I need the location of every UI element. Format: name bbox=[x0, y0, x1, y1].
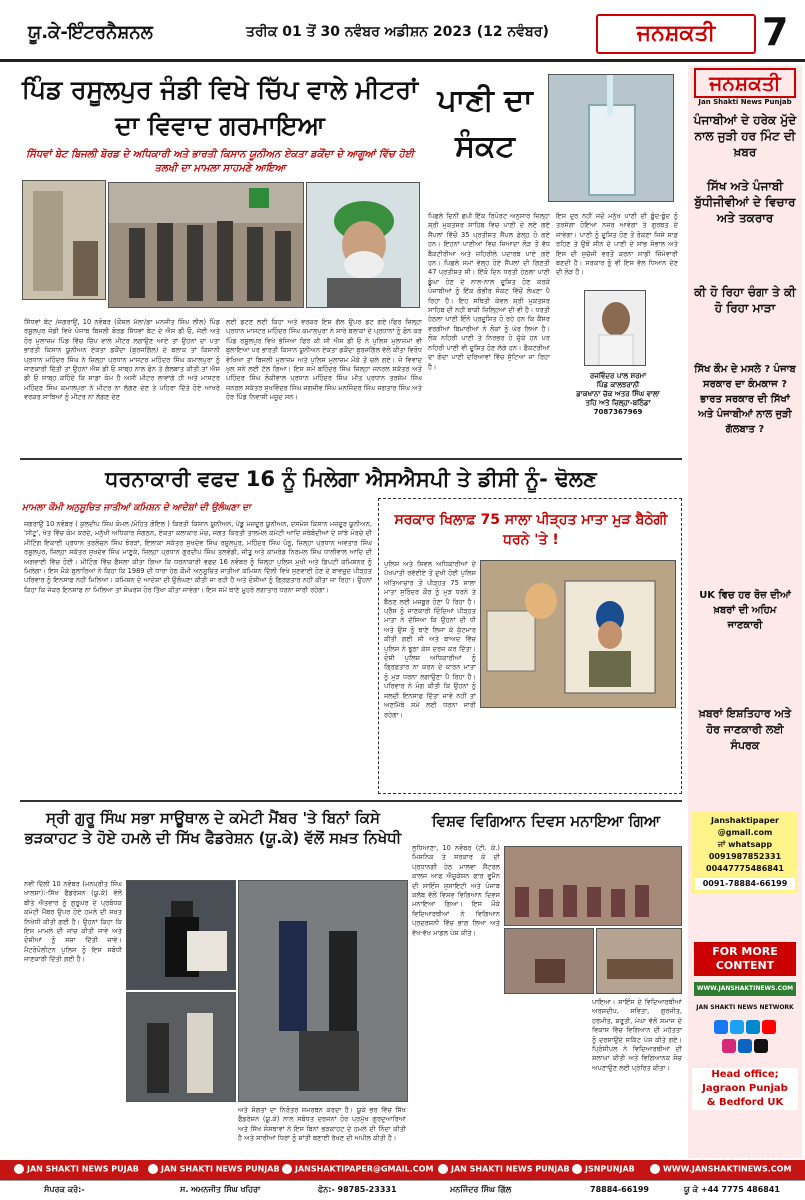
sidebar-tagline-1: ਪੰਜਾਬੀਆਂ ਦੇ ਹਰੇਕ ਮੁੱਦੇ ਨਾਲ ਜੁੜੀ ਹਰ ਮਿੰਟ ਦੀ ਖ਼ਬਰ bbox=[693, 113, 797, 159]
article4-photo bbox=[480, 560, 676, 708]
sidebar-tagline-3: ਕੀ ਹੋ ਰਿਹਾ ਚੰਗਾ ਤੇ ਕੀ ਹੋ ਰਿਹਾ ਮਾੜਾ bbox=[694, 285, 796, 315]
sidebar-tagline-2: ਸਿੱਖ ਅਤੇ ਪੰਜਾਬੀ ਬੁੱਧੀਜੀਵੀਆਂ ਦੇ ਵਿਚਾਰ ਅਤੇ ਤਕਰਾਰ bbox=[694, 179, 796, 225]
instagram-icon[interactable] bbox=[722, 1039, 736, 1053]
article1-photo-group bbox=[108, 182, 304, 308]
sidebar-logo: ਜਨਸ਼ਕਤੀ bbox=[694, 68, 796, 98]
article5-photo-1 bbox=[126, 880, 236, 990]
linkedin-icon[interactable] bbox=[738, 1039, 752, 1053]
article4-headline: ਸਰਕਾਰ ਖਿਲਾਫ਼ 75 ਸਾਲਾ ਪੀੜ੍ਹਤ ਮਾਤਾ ਮੁੜ ਬੈਠੇਗੀ ਧਰਨੇ 'ਤੇ ! bbox=[394, 512, 668, 548]
article2-body-col2: ਇਸ ਦੁਰ ਨਹੀਂ ਜਦੋਂ ਮਨੁੱਖ ਪਾਣੀ ਦੀ ਬੂੰਦ-ਬੂੰਦ ਨੂੰ ਤਰਸੇਗਾ ਹੋਇਆ ਨਜ਼ਰ ਆਵੇਗਾ ਤੇ ਗੁਰਬਤ ਦੇ ਜਾਵੇਗਾ। ਪਾਣੀ ਨੂੰ ਦੂਸ਼ਿਤ ਹੋਣ ਤੋਂ ਰੋਕਣਾ ਜਿਸੇ ਸਾਫ਼ ਰਹਿਣ ਤੇ ਉਥੋਂ ਸੀਨ ਦੇ ਪਾਣੀ ਦੇ ਸਾਂਭ ਸੰਭਾਲ ਅਤੇ ਇਸ ਦੀ ਸੁਚੱਜੀ ਵਰਤੋਂ ਕਰਨਾ ਸਾਡੀ ਜ਼ਿੰਮੇਵਾਰੀ ਬਣਦੀ ਹੈ। ਸਰਕਾਰ ਨੂੰ ਵੀ ਇਸ ਵੱਲ ਧਿਆਨ ਦੇਣ ਦੀ ਲੋੜ ਹੈ। bbox=[556, 212, 678, 276]
date-range: ਤਰੀਕ 01 ਤੋਂ 30 ਨਵੰਬਰ ਅਡੀਸ਼ਨ 2023 (12 ਨਵੰਬਰ) bbox=[246, 24, 549, 40]
footer-contact-label: ਸੰਪਰਕ ਕਰੋ:- bbox=[44, 1185, 85, 1194]
footer-twitter-label: JSNPUNJAB bbox=[585, 1164, 635, 1174]
sidebar-network: JAN SHAKTI NEWS NETWORK bbox=[696, 1004, 794, 1011]
footer-social-bar bbox=[0, 1160, 805, 1180]
article5-headline: ਸ੍ਰੀ ਗੁਰੂ ਸਿੰਘ ਸਭਾ ਸਾਊਥਾਲ ਦੇ ਕਮੇਟੀ ਮੈਂਬਰ 'ਤੇ ਬਿਨਾਂ ਕਿਸੇ ਭੜਕਾਹਟ ਤੇ ਹੋਏ ਹਮਲੇ ਦੀ ਸਿੱਖ ਫੈਡਰੇਸ਼ਨ (ਯੂ.ਕੇ) ਵੱਲੋਂ ਸਖ਼ਤ ਨਿਖੇਧੀ bbox=[24, 809, 402, 847]
article1-photo-leader bbox=[306, 182, 420, 308]
footer-facebook[interactable] bbox=[148, 1164, 280, 1174]
twitter-icon bbox=[572, 1164, 582, 1174]
water-glass-photo bbox=[548, 74, 674, 202]
sidebar-tagline-6: ਖ਼ਬਰਾਂ ਇਸ਼ਤਿਹਾਰ ਅਤੇ ਹੋਰ ਜਾਣਕਾਰੀ ਲਈ ਸੰਪਰਕ bbox=[698, 707, 792, 752]
footer-website-label: WWW.JANSHAKTINEWS.COM bbox=[663, 1164, 792, 1174]
footer-facebook-label: JAN SHAKTI NEWS PUNJAB bbox=[161, 1164, 280, 1174]
author-district: ਤਹਿ ਅਤੇ ਜ਼ਿਲ੍ਹਾ-ਬਠਿੰਡਾ bbox=[585, 399, 651, 407]
footer-youtube[interactable] bbox=[14, 1164, 139, 1174]
article2-headline: ਪਾਣੀ ਦਾ ਸੰਕਟ bbox=[437, 83, 533, 164]
article6-photo-3 bbox=[596, 928, 682, 994]
sidebar-logo-sub: Jan Shakti News Punjab bbox=[698, 98, 792, 106]
page-header bbox=[0, 0, 805, 62]
author-village: ਪਿੰਡ ਕਾਲਝਰਾਨੀ bbox=[596, 381, 640, 389]
article1-subhead: ਸਿੱਧਵਾਂ ਬੇਟ ਬਿਜਲੀ ਬੋਰਡ ਦੇ ਅਧਿਕਾਰੀ ਅਤੇ ਭਾਰਤੀ ਕਿਸਾਨ ਯੂਨੀਅਨ ਏਕਤਾ ਡਕੌਂਦਾ ਦੇ ਆਗੂਆਂ ਵਿੱਚ ਹੋਈ ਤਲਖੀ ਦਾ ਮਾਮਲਾ ਸਾਹਮਣੇ ਆਇਆ bbox=[26, 149, 414, 174]
article5-body-col2: ਅਤੇ ਸੰਗਤਾਂ ਦਾ ਨਿਰੰਤਰ ਸਮਰਥਨ ਕਰਦਾ ਹੈ। ਯੂਕੇ ਭਰ ਵਿੱਚ ਸਿੱਖ ਫੈਡਰੇਸ਼ਨ (ਯੂ.ਕੇ) ਨਾਲ ਸਬੰਧਤ ਦਰਜਨਾਂ ਹੋਰ ਪ੍ਰਮੁੱਖ ਗੁਰਦੁਆਰਿਆਂ ਅਤੇ ਸਿੱਖ ਸੰਸਥਾਵਾਂ ਨੇ ਇਸ ਬਿਨਾਂ ਭੜਕਾਹਟ ਦੇ ਹਮਲੇ ਦੀ ਨਿੰਦਾ ਕੀਤੀ ਹੈ ਅਤੇ ਸਾਰੀਆਂ ਧਿਰਾਂ ਨੂੰ ਸ਼ਾਂਤੀ ਬਣਾਈ ਰੱਖਣ ਦੀ ਅਪੀਲ ਕੀਤੀ ਹੈ। bbox=[238, 1106, 406, 1143]
sidebar-email[interactable]: Janshaktipaper @gmail.com bbox=[710, 816, 780, 837]
article5-photo-3 bbox=[238, 880, 408, 1102]
author-photo bbox=[584, 290, 646, 366]
article1-body-col2: ਲਈ ਡਟਣ ਲਈ ਕਿਹਾ ਅਤੇ ਵਰਕਰ ਇਸ ਗੱਲ ਉਪਰ ਡਟ ਗਏ।ਫਿਰ ਜ਼ਿਲ੍ਹਾ ਪ੍ਰਧਾਨ ਮਾਸਟਰ ਮਹਿੰਦਰ ਸਿੰਘ ਕਮਾਲਪੁਰਾ ਨੇ ਸਾਰੇ ਬਲਾਕਾਂ ਦੇ ਪ੍ਰਧਾਨਾਂ ਨੂੰ ਫੋਨ ਕਰ ਪਿੰਡ ਰਸੂਲਪੁਰ ਵਿਖੇ ਭੇਜਿਆ ਫਿਰ ਕੀ ਸੀ ਐਸ ਡੀ ਓ ਨੇ ਪੁਲਿਸ ਮੁਲਾਜ਼ਮਾਂ ਵੀ ਬੁਲਾਇਆ ਪਰ ਭਾਰਤੀ ਕਿਸਾਨ ਯੂਨੀਅਨ ਏਕਤਾ ਡਕੌਂਦਾ ਬੁਰਜਗਿੱਲ ਵੱਲੋਂ ਕੀਤਾ ਵਿਰੋਧ ਵੇਖਿਆ ਤਾਂ ਬਿਜਲੀ ਮੁਲਾਜ਼ਮ ਅਤੇ ਪੁਲਿਸ ਮੁਲਾਜ਼ਮ ਮੌਕੇ ਤੋਂ ਚਲੇ ਗਏ। ਜੋ ਵਿਵਾਦ ਖੁਲ ਸਨੇ ਲਈ ਟੱਲ ਗਿਆ। ਇਸ ਸਮੇਂ ਬਹਿੰਦਰ ਸਿੰਘ ਜ਼ਿਲ੍ਹਾ ਜਨਰਲ ਸਕੱਤਰ ਅਤੇ ਪਹਿੰਦਰ ਸਿੰਘ ਲੋਕੀਵਾਲ ਪ੍ਰਧਾਨ ਮਹਿੰਦਰ ਸਿੰਘ ਮੀਤ ਪ੍ਰਧਾਨ ਤਰਸੇਮ ਸਿੰਘ ਜਨਰਲ ਸਕੱਤਰ ਸੁਖਵਿੰਦਰ ਸਿੰਘ ਜਗਜੀਵ ਸਿੰਘ ਮਨਜਿੰਦਰ ਸਿੰਘ ਜਗਤਾਰ ਸਿੰਘ ਅਤੇ ਹੋਰ ਪਿੰਡ ਨਿਵਾਸੀ ਮਜੂਦ ਸਨ। bbox=[226, 318, 422, 402]
footer-website[interactable] bbox=[650, 1164, 791, 1174]
article5-body-col1: ਨਵੀਂ ਦਿੱਲੀ 10 ਨਵੰਬਰ (ਮਨਪ੍ਰੀਤ ਸਿੰਘ ਖਾਲਸਾ):-ਸਿੱਖ ਫੈਡਰੇਸ਼ਨ (ਯੂ.ਕੇ) ਵੱਲੋਂ ਬੀਤੇ ਐਤਵਾਰ ਨੂੰ ਗੁਰੂਘਰ ਦੇ ਪ੍ਰਬੰਧਕ ਕਮੇਟੀ ਮੈਂਬਰ ਉਪਰ ਹੋਏ ਹਮਲੇ ਦੀ ਸਖ਼ਤ ਨਿਖੇਧੀ ਕੀਤੀ ਗਈ ਹੈ। ਉਹਨਾਂ ਕਿਹਾ ਕਿ ਇਸ ਮਾਮਲੇ ਦੀ ਜਾਂਚ ਕੀਤੀ ਜਾਵੇ ਅਤੇ ਦੋਸ਼ੀਆਂ ਨੂੰ ਸਜ਼ਾ ਦਿੱਤੀ ਜਾਵੇ। ਮੈਟਰੋਪੋਲੀਟਨ ਪੁਲਿਸ ਨੂੰ ਇਸ ਸਬੰਧੀ ਜਾਣਕਾਰੀ ਦਿੱਤੀ ਗਈ ਹੈ। bbox=[24, 880, 122, 964]
footer-twitter[interactable] bbox=[572, 1164, 635, 1174]
sidebar-whatsapp-label: ਜਾਂ whatsapp bbox=[717, 840, 773, 849]
footer-contact-name-2: ਮਨਜਿੰਦਰ ਸਿੰਘ ਗਿੱਲ bbox=[450, 1185, 512, 1194]
footer-email-label: JANSHAKTIPAPER@GMAIL.COM bbox=[295, 1164, 434, 1174]
footer-contact-uk: ਯੂ ਕੇ +44 7775 486841 bbox=[684, 1185, 780, 1194]
article5-photo-2 bbox=[126, 992, 236, 1102]
youtube-icon bbox=[14, 1164, 24, 1174]
footer-contact-phone-1: ਫੋਨ:- 98785-23331 bbox=[318, 1185, 397, 1194]
more-content-banner: FOR MORE CONTENT bbox=[694, 942, 796, 976]
sidebar-contact-box bbox=[692, 812, 798, 893]
paper-name: ਯੂ.ਕੇ-ਇੰਟਰਨੈਸ਼ਨਲ bbox=[28, 22, 153, 43]
author-phone: 7087367969 bbox=[593, 408, 643, 416]
youtube-icon[interactable] bbox=[762, 1020, 776, 1034]
article6-body-col1: ਲੁਧਿਆਣਾ, 10 ਨਵੰਬਰ (ਟੀ. ਕੇ.) ਮਿਸ਼ਨਿਕ ਤੇ ਸਰਕਾਰ ਕੇ ਦੀ ਪ੍ਰਧਾਨਗੀ ਹੇਠ ਮਾਲਵਾ ਸੈਂਟਰਲ ਕਾਲਜ ਆਫ ਐਜੂਕੇਸ਼ਨ ਫਾਰ ਵੂਮੈਨ ਦੀ ਸਾਇੰਸ ਸੁਸਾਇਟੀ ਅਤੇ ਪੰਜਾਬ ਕਲੱਬ ਵੱਲੋਂ ਵਿਸ਼ਵ ਵਿਗਿਆਨ ਦਿਵਸ ਮਨਾਇਆ ਗਿਆ। ਇਸ ਮੌਕੇ ਵਿਦਿਆਰਥੀਆਂ ਨੇ ਵਿਗਿਆਨ ਪ੍ਰਦਰਸ਼ਨੀ ਵਿੱਚ ਭਾਗ ਲਿਆ ਅਤੇ ਵੱਖ-ਵੱਖ ਮਾਡਲ ਪੇਸ਼ ਕੀਤੇ। bbox=[412, 844, 500, 937]
facebook-icon bbox=[148, 1164, 158, 1174]
telegram-icon bbox=[438, 1164, 448, 1174]
footer-contact-name-1: ਸ. ਅਮਨਜੀਤ ਸਿੰਘ ਖਹਿਰਾ bbox=[180, 1185, 261, 1194]
facebook-icon[interactable] bbox=[714, 1020, 728, 1034]
footer-contact-phone-2: 78884-66199 bbox=[590, 1185, 649, 1194]
article2-body-col1: ਪਿਛਲੇ ਦਿਨੀਂ ਛਪੀ ਇੱਕ ਰਿਪੋਰਟ ਅਨੁਸਾਰ ਜ਼ਿਲ੍ਹਾ ਸ਼੍ਰੀ ਮੁਕਤਸਰ ਸਾਹਿਬ ਵਿਚ ਪਾਣੀ ਦੇ ਲਏ ਗਏ ਸੈਂਪਲਾਂ ਵਿੱਚੋਂ 35 ਪ੍ਰਤੀਸ਼ਤ ਸੈਂਪਲ ਫ਼ੇਲ੍ਹ ਹੋ ਗਏ ਹਨ। ਇਹਨਾਂ ਪਾਣੀਆਂ ਵਿਚ ਜ਼ਿਆਦਾ ਲੋੜ ਤੋਂ ਵੱਧ ਬੈਕਟੀਰੀਆ ਅਤੇ ਜ਼ਹਿਰੀਲੇ ਪਦਾਰਥ ਪਾਏ ਗਏ ਹਨ। ਪਿਛਲੇ ਸਮਾਂ ਵੇਲ੍ਹ ਹੋਏ ਸੈਂਪਲਾਂ ਦੀ ਗਿਣਤੀ 47 ਪ੍ਰਤੀਸ਼ਤ ਸੀ। ਇੱਕੋ ਦਿਨ ਧਰਤੀ ਹੇਠਲਾ ਪਾਣੀ ਡੂੰਘਾ ਹੋਣ ਦੇ ਨਾਲ-ਨਾਲ ਦੂਸ਼ਿਤ ਹੋਣ ਕਰਕੇ ਪੰਜਾਬੀਆਂ ਨੂੰ ਇੱਕ ਗੰਭੀਰ ਸੰਕਟ ਵਿੱਚੋਂ ਲੰਘਣਾ ਪੈ ਰਿਹਾ ਹੈ। ਇਹ ਸਥਿਤੀ ਕੇਵਲ ਸ਼੍ਰੀ ਮੁਕਤਸਰ ਸਾਹਿਬ ਦੀ ਨਹੀਂ ਬਾਕੀ ਜ਼ਿਲ੍ਹਿਆਂ ਦੀ ਵੀ ਹੈ। ਧਰਤੀ ਹੇਠਲਾ ਪਾਣੀ ਇੰਨੇ ਪ੍ਰਦੂਸ਼ਿਤ ਹੋ ਰਹੇ ਹਨ ਕਿ ਕੈਂਸਰ ਵਰਗੀਆਂ ਬਿਮਾਰੀਆਂ ਨੇ ਲੋਕਾਂ ਨੂੰ ਘੇਰ ਲਿਆ ਹੈ। ਲੋਕ ਨਹਿਰੀ ਪਾਣੀ ਤੇ ਨਿਰਭਰ ਹੋ ਚੁੱਕੇ ਹਨ ਪਰ ਨਹਿਰੀ ਪਾਣੀ ਵੀ ਦੂਸ਼ਿਤ ਹੋਣ ਲੱਗੇ ਹਨ। ਫੈਕਟਰੀਆਂ ਦਾ ਗੰਦਾ ਪਾਣੀ ਦਰਿਆਵਾਂ ਵਿੱਚ ਸੁੱਟਿਆ ਜਾ ਰਿਹਾ ਹੈ। bbox=[428, 212, 550, 371]
article6-headline: ਵਿਸ਼ਵ ਵਿਗਿਆਨ ਦਿਵਸ ਮਨਾਇਆ ਗਿਆ bbox=[431, 812, 661, 830]
tiktok-icon[interactable] bbox=[754, 1039, 768, 1053]
page-number: 7 bbox=[762, 10, 789, 54]
footer-email[interactable] bbox=[282, 1164, 433, 1174]
sidebar-phone-3: 0091-78884-66199 bbox=[695, 878, 795, 890]
footer-youtube-label: JAN SHAKTI NEWS PUJAB bbox=[27, 1164, 139, 1174]
article6-photo-2 bbox=[504, 928, 594, 994]
social-icons bbox=[688, 1016, 802, 1054]
email-icon bbox=[282, 1164, 292, 1174]
sidebar-phone-2: 00447775486841 bbox=[706, 864, 784, 873]
footer-telegram-label: JAN SHAKTI NEWS PUNJAB bbox=[451, 1164, 570, 1174]
telegram-icon[interactable] bbox=[746, 1020, 760, 1034]
sidebar-website[interactable]: WWW.JANSHAKTINEWS.COM bbox=[694, 982, 796, 996]
footer-contact-bar bbox=[0, 1180, 805, 1200]
author-block bbox=[556, 372, 680, 417]
article1-body-col1: ਸਿੱਧਵਾਂ ਬੇਟ /ਜਗਰਾਉਂ, 10 ਨਵੰਬਰ (ਕੌਸ਼ਲ ਮੱਲਾ/ਡਾ ਮਨਜੀਤ ਸਿੰਘ ਲੀਲ) ਪਿੰਡ ਰਸੂਲਪੁਰ ਜੰਡੀ ਵਿਖੇ ਪੰਜਾਬ ਬਿਜਲੀ ਬੋਰਡ ਸਿੱਧਵਾਂ ਬੇਟ ਦੇ ਐਸ ਡੀ ਓ, ਜੇਈ ਅਤੇ ਹੋਰ ਮੁਲਾਜ਼ਮ ਪਿੰਡ ਵਿੱਚ ਚਿੱਪ ਵਾਲੇ ਮੀਟਰ ਲਗਾਉਣ ਆਏ ਤਾਂ ਉਹਨਾਂ ਦਾ ਪਤਾ ਭਾਰਤੀ ਕਿਸਾਨ ਯੂਨੀਅਨ ਏਕਤਾ ਡਕੌਂਦਾ (ਬੁਰਜਗਿੱਲ) ਦੇ ਬਲਾਕ ਤਾਂ ਕਿਸਾਨੀ ਪ੍ਰਧਾਨ ਮਹਿੰਦਰ ਸਿੰਘ ਨੇ ਜ਼ਿਲ੍ਹਾ ਪ੍ਰਧਾਨ ਮਾਸਟਰ ਮਹਿੰਦਰ ਸਿੰਘ ਕਮਾਲਪੁਰਾ ਨੂੰ ਜਾਣਕਾਰੀ ਦਿੱਤੀ ਤਾਂ ਉਹਨਾਂ ਐਸ ਡੀ ਓ ਸਾਬ੍ਹ ਨਾਲ ਫੋਨ ਤੇ ਗੱਲਬਾਤ ਕੀਤੀ ਤਾਂ ਐਸ ਡੀ ਓ ਸਾਬ੍ਹ ਕਹਿੰਦੇ ਕਿ ਸਾਡਾ ਕੰਮ ਹੈ ਅਸੀਂ ਮੀਟਰ ਲਾਵਾਂਗੇ ਹੀ ਅਤੇ ਮਾਸਟਰ ਮਹਿੰਦਰ ਸਿੰਘ ਕਮਾਲਪੁਰਾ ਨੇ ਮੀਟਰ ਨਾ ਲੱਗਣ ਦੇਣ ਤੇ ਪਹਿਰਾ ਦਿੱਤੇ ਹੋਏ ਆਖਰੇ ਵਰਕਰ ਸਾਥਿਆਂ ਨੂੰ ਮੀਟਰ ਨਾ ਲੱਗਣ ਦੇਣ bbox=[24, 318, 220, 402]
article1-photo-village bbox=[22, 180, 106, 300]
article1-headline: ਪਿੰਡ ਰਸੂਲਪੁਰ ਜੰਡੀ ਵਿਖੇ ਚਿੱਪ ਵਾਲੇ ਮੀਟਰਾਂ ਦਾ ਵਿਵਾਦ ਗਰਮਾਇਆ bbox=[21, 75, 419, 140]
author-name: ਰਜਵਿੰਦਰ ਪਾਲ ਸ਼ਰਮਾ bbox=[589, 372, 647, 380]
article6-photo-1 bbox=[504, 846, 682, 926]
header-logo: ਜਨਸ਼ਕਤੀ bbox=[596, 14, 756, 54]
twitter-icon[interactable] bbox=[730, 1020, 744, 1034]
article3-subhead: ਮਾਮਲਾ ਕੌਮੀ ਅਨੁਸੂਚਿਤ ਜਾਤੀਆਂ ਕਮਿਸ਼ਨ ਦੇ ਆਦੇਸ਼ਾਂ ਦੀ ਉਲੰਘਣਾ ਦਾ bbox=[22, 503, 251, 513]
article6-body-col2: ਪਾਇਆ। ਸਾਇੰਸ ਦੇ ਵਿਦਿਆਰਥੀਆਂ ਅਰਸ਼ਦੀਪ, ਸਵਿਤਾ, ਗੁਰਜੀਤ, ਹਰਮੀਤ, ਸ਼ਰੂਤੀ, ਮੇਘਾ ਵੱਲੋਂ ਸਮਾਜ ਦੇ ਵਿਕਾਸ ਵਿੱਚ ਵਿਗਿਆਨ ਦੀ ਮਹੱਤਤਾ ਨੂੰ ਦਰਸਾਉਂਦੇ ਸਕਿੱਟ ਪੇਸ਼ ਕੀਤੇ ਗਏ। ਪ੍ਰਿੰਸੀਪਲ ਨੇ ਵਿਦਿਆਰਥੀਆਂ ਦੀ ਸ਼ਲਾਘਾ ਕੀਤੀ ਅਤੇ ਵਿਗਿਆਨਕ ਸੋਚ ਅਪਣਾਉਣ ਲਈ ਪ੍ਰੇਰਿਤ ਕੀਤਾ। bbox=[592, 998, 682, 1072]
author-postoffice: ਡਾਕਖਾਨਾ ਚੱਕ ਅਤਰ ਸਿੰਘ ਵਾਲਾ bbox=[576, 390, 660, 398]
sidebar bbox=[688, 66, 802, 1158]
head-office: Head office; Jagraon Punjab & Bedford UK bbox=[692, 1068, 798, 1110]
article3-body: ਜਗਰਾਉਂ 10 ਨਵੰਬਰ ( ਕੁਲਦੀਪ ਸਿੰਘ ਕੋਮਲ /ਮੋਹਿਤ ਗੋਇਲ ) ਕਿਰਤੀ ਕਿਸਾਨ ਯੂਨੀਅਨ, ਪੇਂਡੂ ਮਜ਼ਦੂਰ ਯੂਨੀਅਨ, ਦਸਮੇਸ਼ ਕਿਸਾਨ ਮਜ਼ਦੂਰ ਯੂਨੀਅਨ, 'ਸੀਟੂ', ਖੇਤ ਵਿੱਚ ਕੰਮ ਕਰਦੇ, ਮਨੁੱਖੀ ਅਧਿਕਾਰ ਸੰਗਠਨ, ਏਕਤਾ ਕਲਾਕਾਰ ਮੰਚ, ਜਗਤ ਕਿਰਤੀ ਤਾਲਮੇਲ ਕਮੇਟੀ ਆਦਿ ਜਥੇਬੰਦੀਆਂ ਦੇ ਸਾਂਝੇ ਮੋਰਚੇ ਦੀ ਮੀਟਿੰਗ ਇਕਾਈ ਪ੍ਰਧਾਨ ਤਰਲੋਚਨ ਸਿੰਘ ਝੋਰੜਾਂ, ਇਲਾਕਾ ਸਕੱਤਰ ਸੁਖਦੇਵ ਸਿੰਘ ਰਸੂਲਪੁਰ, ਮਹਿੰਦਰ ਸਿੰਘ ਪੰਨੂ, ਜ਼ਿਲ੍ਹਾ ਪ੍ਰਧਾਨ ਅਵਤਾਰ ਸਿੰਘ ਰਸੂਲਪੁਰ, ਜ਼ਿਲ੍ਹਾ ਸਕੱਤਰ ਸੁਖਦੇਵ ਸਿੰਘ ਮਾਣੂਕੇ, ਜ਼ਿਲ੍ਹਾ ਪ੍ਰਧਾਨ ਗੁਰਦੀਪ ਸਿੰਘ ਤਲਵੰਡੀ, ਜੀਤੂ ਅਤੇ ਕਾਮਰੇਡ ਨਿਰਮਲ ਸਿੰਘ ਧਾਲੀਵਾਲ ਆਦਿ ਦੀ ਅਗਵਾਈ ਵਿੱਚ ਹੋਈ। ਮੀਟਿੰਗ ਵਿੱਚ ਫੈਸਲਾ ਕੀਤਾ ਗਿਆ ਕਿ ਧਰਨਾਕਾਰੀ ਵਫਦ 16 ਨਵੰਬਰ ਨੂੰ ਜ਼ਿਲ੍ਹਾ ਪੁਲਿਸ ਮੁਖੀ ਅਤੇ ਡਿਪਟੀ ਕਮਿਸ਼ਨਰ ਨੂੰ ਮਿਲੇਗਾ। ਇਸ ਮੌਕੇ ਬੁਲਾਰਿਆਂ ਨੇ ਕਿਹਾ ਕਿ 1989 ਦੀ ਧਾਰਾ ਹੇਠ ਕੌਮੀ ਅਨੁਸੂਚਿਤ ਜਾਤੀਆਂ ਕਮਿਸ਼ਨ ਦਿੱਲੀ ਵਿਖੇ ਸੁਣਵਾਈ ਹੋਣ ਦੇ ਬਾਵਜੂਦ ਪੀੜ੍ਹਤ ਪਰਿਵਾਰ ਨੂੰ ਇਨਸਾਫ ਨਹੀਂ ਮਿਲਿਆ। ਕਮਿਸ਼ਨ ਦੇ ਆਦੇਸ਼ਾਂ ਦੀ ਉਲੰਘਣਾ ਕੀਤੀ ਜਾ ਰਹੀ ਹੈ ਅਤੇ ਦੋਸ਼ੀਆਂ ਨੂੰ ਗ੍ਰਿਫ਼ਤਾਰ ਨਹੀਂ ਕੀਤਾ ਜਾ ਰਿਹਾ। ਉਹਨਾਂ ਕਿਹਾ ਕਿ ਜੇਕਰ ਇਨਸਾਫ ਨਾ ਮਿਲਿਆ ਤਾਂ ਸੰਘਰਸ਼ ਹੋਰ ਤਿੱਖਾ ਕੀਤਾ ਜਾਵੇਗਾ। ਇਸ ਸਮੇਂ ਥਾਣੇ ਮੂਹਰੇ ਲਗਾਤਾਰ ਧਰਨਾ ਜਾਰੀ ਰਹੇਗਾ। bbox=[24, 520, 372, 594]
article3-headline: ਧਰਨਾਕਾਰੀ ਵਫਦ 16 ਨੂੰ ਮਿਲੇਗਾ ਐਸਐਸਪੀ ਤੇ ਡੀਸੀ ਨੂੰ- ਢੋਲਣ bbox=[105, 467, 597, 491]
sidebar-phone-1: 0091987852331 bbox=[708, 852, 782, 861]
footer-telegram[interactable] bbox=[438, 1164, 570, 1174]
article4-body: ਪੁਲਿਸ ਅਤੇ ਸਿਵਲ ਅਧਿਕਾਰੀਆਂ ਦੇ ਪੱਖਪਾਤੀ ਰਵੱਈਏ ਤੋਂ ਦੁਖੀ ਹੋਈ ਪੁਲਿਸ ਅੱਤਿਆਚਾਰ ਤੋਂ ਪੀੜ੍ਹਤ 75 ਸਾਲਾ ਮਾਤਾ ਸੁਰਿੰਦਰ ਕੌਰ ਨੂੰ ਮੁੜ ਧਰਨੇ ਤੇ ਬੈਠਣ ਲਈ ਮਜਬੂਰ ਹੋਣਾ ਪੈ ਰਿਹਾ ਹੈ। ਪ੍ਰੈਸ ਨੂੰ ਜਾਣਕਾਰੀ ਦਿੰਦਿਆਂ ਪੀੜ੍ਹਤ ਮਾਤਾ ਨੇ ਦੱਸਿਆ ਕਿ ਉਹਨਾਂ ਦੀ ਧੀ ਅਤੇ ਉਸ ਨੂੰ ਥਾਣੇ ਲਿਜਾ ਕੇ ਕੁੱਟਮਾਰ ਕੀਤੀ ਗਈ ਸੀ ਅਤੇ ਬਾਅਦ ਵਿੱਚ ਪੁਲਿਸ ਨੇ ਝੂਠਾ ਕੇਸ ਦਰਜ ਕਰ ਦਿੱਤਾ। ਦੋਸ਼ੀ ਪੁਲਿਸ ਅਧਿਕਾਰੀਆਂ ਨੂੰ ਗ੍ਰਿਫ਼ਤਾਰ ਨਾ ਕਰਨ ਦੇ ਕਾਰਨ ਮਾਤਾ ਨੂੰ ਮੁੜ ਧਰਨਾ ਲਗਾਉਣਾ ਪੈ ਰਿਹਾ ਹੈ। ਪਰਿਵਾਰ ਨੇ ਮੰਗ ਕੀਤੀ ਕਿ ਉਹਨਾਂ ਨੂੰ ਜਲਦੀ ਇਨਸਾਫ ਦਿੱਤਾ ਜਾਵੇ ਨਹੀਂ ਤਾਂ ਅਣਮਿੱਥੇ ਸਮੇਂ ਲਈ ਧਰਨਾ ਜਾਰੀ ਰਹੇਗਾ। bbox=[384, 560, 476, 719]
sidebar-tagline-5: UK ਵਿਚ ਹਰ ਰੋਜ਼ ਦੀਆਂ ਖ਼ਬਰਾਂ ਦੀ ਅਹਿਮ ਜਾਣਕਾਰੀ bbox=[699, 590, 791, 631]
globe-icon bbox=[650, 1164, 660, 1174]
sidebar-tagline-4: ਸਿੱਖ ਕੌਮ ਦੇ ਮਸਲੇ ? ਪੰਜਾਬ ਸਰਕਾਰ ਦਾ ਕੰਮਕਾਜ ? ਭਾਰਤ ਸਰਕਾਰ ਦੀ ਸਿੱਖਾਂ ਅਤੇ ਪੰਜਾਬੀਆਂ ਨਾਲ ਜੁੜੀ ਗੱਲਬਾਤ ? bbox=[694, 364, 796, 435]
